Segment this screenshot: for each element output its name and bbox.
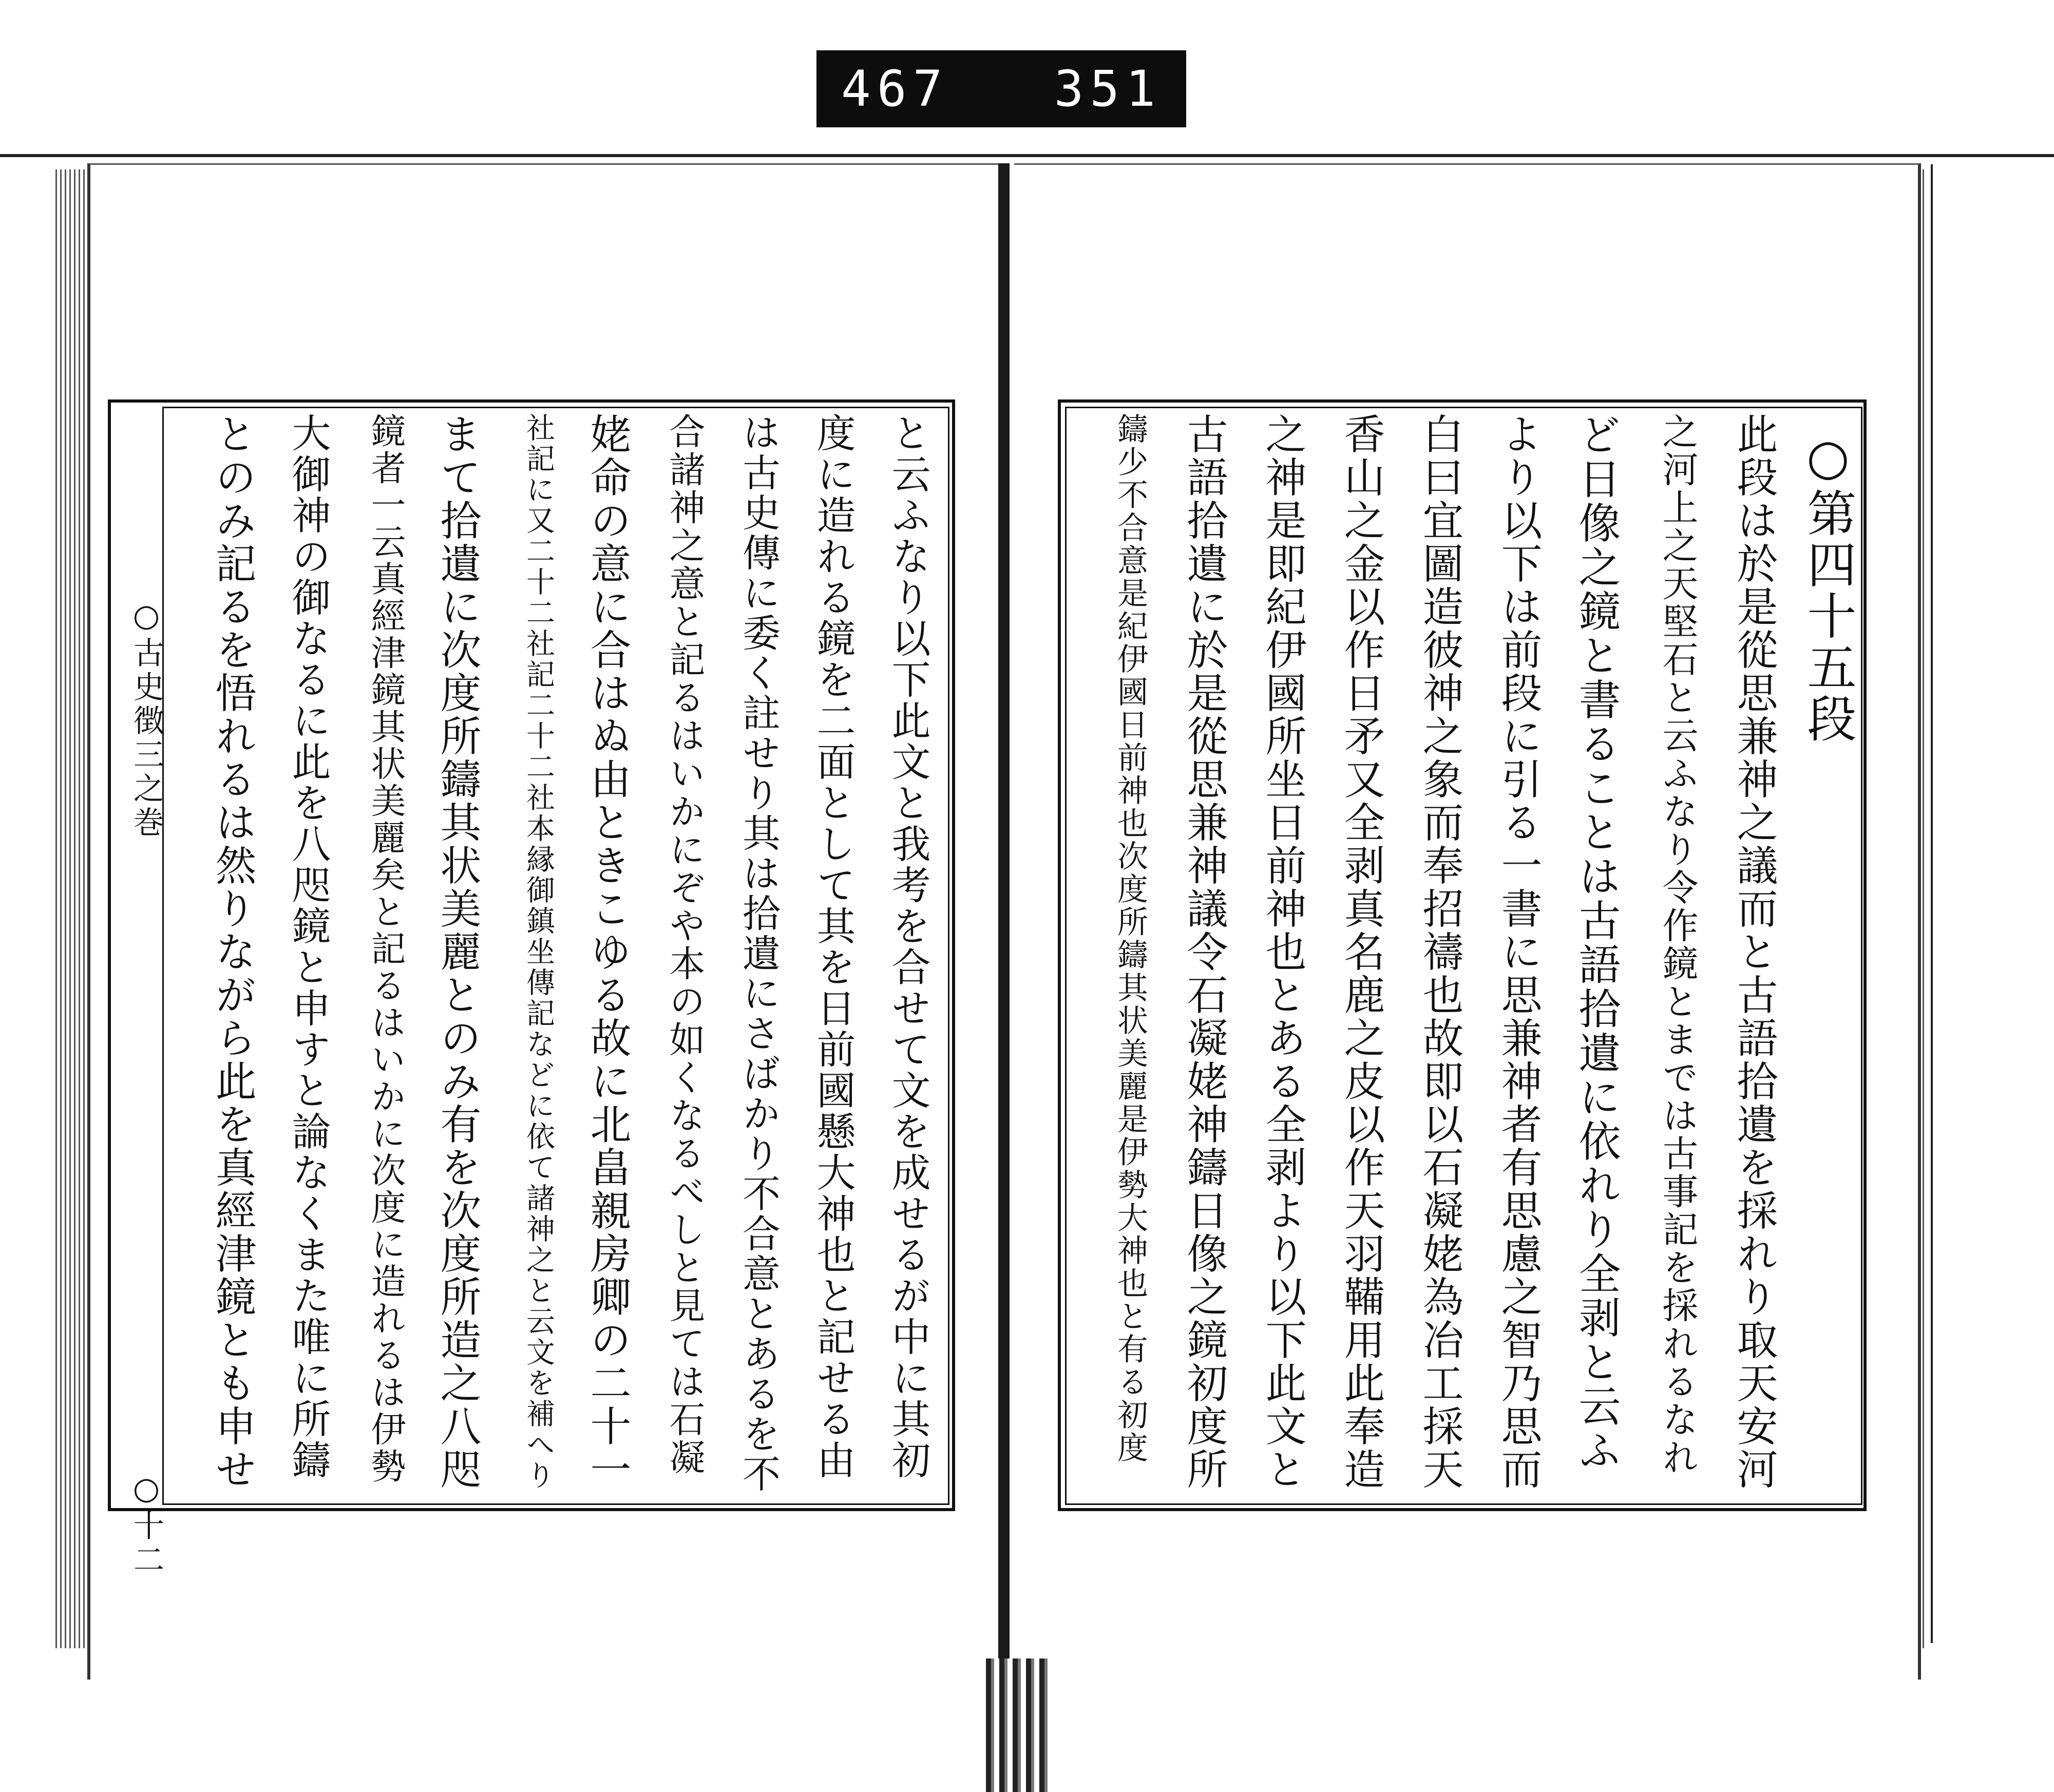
left-text-column: 度に造れる鏡を二面として其を日前國懸大神也と記せる由 [810, 413, 856, 1481]
left-text-column: 姥命の意に合はぬ由ときこゆる故に北畠親房卿の二十一 [583, 413, 631, 1491]
right-text-column: より以下は前段に引る一書に思兼神者有思慮之智乃思而 [1494, 413, 1542, 1491]
call-number-left: 467 [841, 60, 949, 118]
left-text-column: 社記に又二十二社記二十二社本縁御鎮坐傳記などに依て諸神之と云文を補へり [522, 413, 555, 1491]
scan-top-edge [0, 154, 2054, 157]
call-number-label [816, 50, 1186, 127]
left-text-column: とのみ記るを悟れるは然りながら此を真經津鏡とも申せ [208, 413, 256, 1491]
book-spine [998, 163, 1010, 1791]
right-text-column: ど日像之鏡と書ることは古語拾遺に依れり全剥と云ふ [1572, 413, 1621, 1473]
left-text-column: と云ふなり以下此文と我考を合せて文を成せるが中に其初 [885, 413, 931, 1481]
left-margin-title: ○古史徴三之巻 [128, 598, 164, 840]
right-text-frame [1058, 399, 1867, 1511]
right-text-column: 白曰宜圖造彼神之象而奉招禱也故即以石凝姥為冶工採天 [1416, 413, 1463, 1491]
right-text-column: 香山之金以作日矛又全剥真名鹿之皮以作天羽鞴用此奉造 [1337, 413, 1385, 1491]
right-text-columns [1071, 413, 1857, 1501]
right-text-column: 之神是即紀伊國所坐日前神也とある全剥より以下此文と [1259, 413, 1306, 1491]
call-number-right: 351 [1054, 60, 1162, 118]
right-text-column: 鑄少不合意是紀伊國日前神也次度所鑄其状美麗是伊勢大神也と有る初度 [1112, 413, 1148, 1464]
left-text-column: 鏡者一云真經津鏡其状美麗矣と記るはいかに次度に造れるは伊勢 [365, 413, 406, 1485]
left-text-frame [108, 399, 955, 1577]
left-text-column: 大御神の御なるに此を八咫鏡と申すと論なくまた唯に所鑄 [286, 413, 331, 1481]
right-text-column: 古語拾遺に於是從思兼神議令石凝姥神鑄日像之鏡初度所 [1180, 413, 1228, 1491]
left-text-column: 合諸神之意と記るはいかにぞや本の如くなるべしと見ては石凝 [663, 413, 706, 1477]
section-heading: ○第四十五段 [1799, 428, 1857, 745]
left-page-number: ○十二 [128, 1471, 164, 1577]
left-page-edges [55, 169, 86, 1648]
right-text-column: 之河上之天堅石と云ふなり令作鏡とまでは古事記を採れるなれ [1657, 413, 1699, 1477]
left-text-column: は古史傳に委く註せり其は拾遺にさばかり不合意とあるを不 [736, 413, 781, 1494]
left-text-columns [183, 413, 933, 1501]
scan-right-edge [1931, 164, 1933, 1643]
left-text-column: まて拾遺に次度所鑄其状美麗とのみ有を次度所造之八咫 [433, 413, 481, 1491]
right-text-column: 此段は於是從思兼神之議而と古語拾遺を採れり取天安河 [1730, 413, 1778, 1491]
spine-binding [986, 1658, 1053, 1792]
